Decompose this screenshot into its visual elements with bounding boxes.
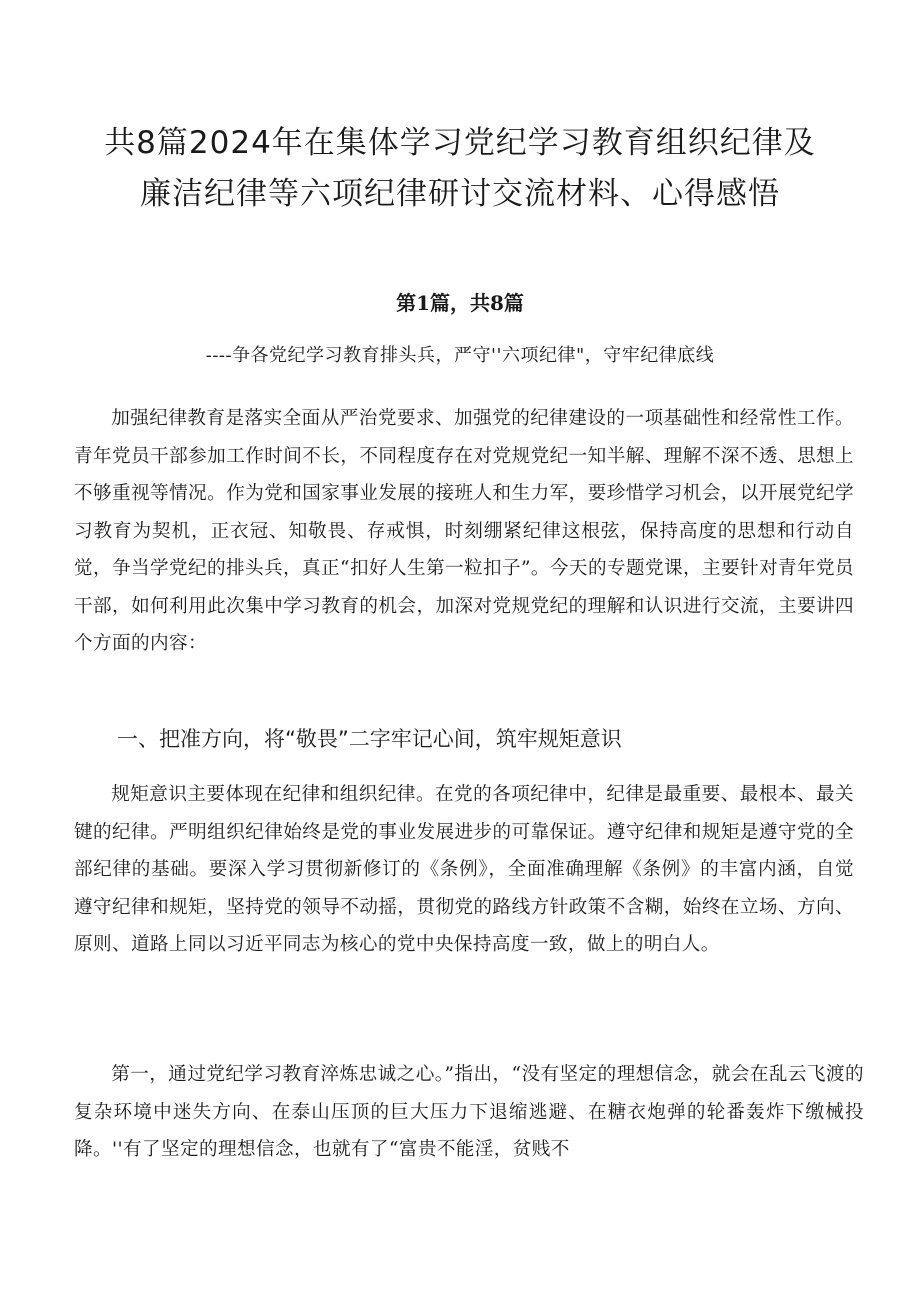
subtitle: ----争各党纪学习教育排头兵，严守''六项纪律"，守牢纪律底线 (205, 345, 715, 366)
body-paragraph: 规矩意识主要体现在纪律和组织纪律。在党的各项纪律中，纪律是最重要、最根本、最关键的纪律。严明组织纪律始终是党的事业发展进步的可靠保证。遵守纪律和规矩是遵守党的全部纪律的基础。要深入学习贯彻新修订的《条例》，全面准确理解《条例》的丰富内涵，自觉遵守纪律和规矩，坚持党的领导不动摇，贯彻党的路线方针政策不含糊，始终在立场、方向、原则、道路上同以习近平同志为核心的党中央保持高度一致，做上的明白人。 (74, 784, 854, 955)
document-title-line-1: 共8篇2024年在集体学习党纪学习教育组织纪律及 (104, 125, 816, 161)
section-heading: 一、把准方向，将“敬畏”二字牢记心间，筑牢规矩意识 (117, 727, 622, 751)
document-title-line-2: 廉洁纪律等六项纪律研讨交流材料、心得感悟 (140, 176, 780, 212)
chapter-label: 第1篇，共8篇 (396, 291, 524, 315)
body-paragraph-first-point: 第一，通过党纪学习教育淬炼忠诚之心。”指出，“没有坚定的理想信念，就会在乱云飞渡的复杂环境中迷失方向、在泰山压顶的巨大压力下退缩逃避、在糖衣炮弹的轮番轰炸下缴械投降。''有了坚定的理想信念，也就有了“富贵不能淫，贫贱不 (74, 1064, 864, 1160)
document-title (60, 118, 860, 220)
intro-paragraph: 加强纪律教育是落实全面从严治党要求、加强党的纪律建设的一项基础性和经常性工作。青年党员干部参加工作时间不长，不同程度存在对党规党纪一知半解、理解不深不透、思想上不够重视等情况。作为党和国家事业发展的接班人和生力军，要珍惜学习机会，以开展党纪学习教育为契机，正衣冠、知敬畏、存戒惧，时刻绷紧纪律这根弦，保持高度的思想和行动自觉，争当学党纪的排头兵，真正“扣好人生第一粒扣子”。今天的专题党课，主要针对青年党员干部，如何利用此次集中学习教育的机会，加深对党规党纪的理解和认识进行交流，主要讲四个方面的内容： (74, 408, 854, 654)
